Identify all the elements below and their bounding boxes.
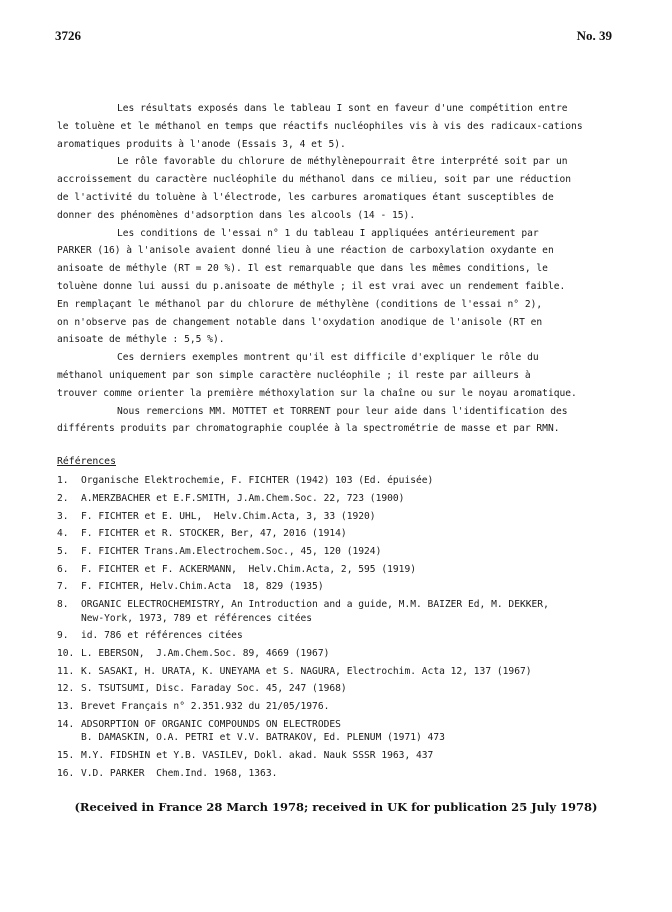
article-body xyxy=(57,100,617,780)
received-note: (Received in France 28 March 1978; received in UK for publication 25 July 1978) xyxy=(74,800,598,814)
reference-list xyxy=(57,474,617,780)
paragraph-line: PARKER (16) à l'anisole avaient donné lieu à une réaction de carboxylation oxydante en xyxy=(57,245,554,257)
reference-line: Organische Elektrochemie, F. FICHTER (1942) 103 (Ed. épuisée) xyxy=(81,475,434,487)
reference-text xyxy=(81,474,617,488)
reference-item xyxy=(57,665,617,679)
reference-text xyxy=(81,492,617,506)
reference-number: 7. xyxy=(57,581,69,593)
paragraph-line: méthanol uniquement par son simple caractère nucléophile ; il reste par ailleurs à xyxy=(57,369,531,381)
journal-issue-number: No. 39 xyxy=(576,28,612,43)
reference-number: 9. xyxy=(57,630,69,642)
reference-line: F. FICHTER et E. UHL, Helv.Chim.Acta, 3, 33 (1920) xyxy=(81,510,376,522)
reference-item xyxy=(57,629,617,643)
paragraph-line: on n'observe pas de changement notable dans l'oxydation anodique de l'anisole (RT en xyxy=(57,316,543,328)
paragraph-line: de l'activité du toluène à l'électrode, les carbures aromatiques étant susceptibles de xyxy=(57,191,554,203)
paragraph xyxy=(57,225,617,350)
paragraph-line: Les conditions de l'essai n° 1 du tableau I appliquées antérieurement par xyxy=(117,227,539,239)
reference-text xyxy=(81,718,617,745)
reference-line: B. DAMASKIN, O.A. PETRI et V.V. BATRAKOV, Ed. PLENUM (1971) 473 xyxy=(81,732,445,744)
paragraph-line: Le rôle favorable du chlorure de méthylènepourrait être interprété soit par un xyxy=(117,156,568,168)
reference-item xyxy=(57,580,617,594)
paragraph xyxy=(57,153,617,224)
reference-text xyxy=(81,563,617,577)
references-heading: Références xyxy=(57,456,116,468)
paragraph-line: anisoate de méthyle (RT = 20 %). Il est remarquable que dans les mêmes conditions, le xyxy=(57,263,548,275)
reference-number: 12. xyxy=(57,683,75,695)
reference-number: 5. xyxy=(57,546,69,558)
reference-item xyxy=(57,598,617,625)
reference-item xyxy=(57,492,617,506)
reference-number: 3. xyxy=(57,510,69,522)
paragraph-line: anisoate de méthyle : 5,5 %). xyxy=(57,334,225,346)
paragraph xyxy=(57,349,617,402)
reference-line: S. TSUTSUMI, Disc. Faraday Soc. 45, 247 (1968) xyxy=(81,683,347,695)
reference-item xyxy=(57,700,617,714)
paragraph-line: accroissement du caractère nucléophile du méthanol dans ce milieu, soit par une réduction xyxy=(57,174,572,186)
reference-item xyxy=(57,718,617,745)
reference-text xyxy=(81,647,617,661)
reference-line: id. 786 et références citées xyxy=(81,630,243,642)
paragraph xyxy=(57,403,617,439)
paragraph-line: toluène donne lui aussi du p.anisoate de méthyle ; il est vrai avec un rendement faible. xyxy=(57,280,566,292)
reference-number: 6. xyxy=(57,563,69,575)
reference-line: V.D. PARKER Chem.Ind. 1968, 1363. xyxy=(81,767,278,779)
paragraph-line: le toluène et le méthanol en temps que réactifs nucléophiles vis à vis des radicaux-cations xyxy=(57,120,583,132)
reference-text xyxy=(81,545,617,559)
reference-item xyxy=(57,767,617,781)
paragraph-line: donner des phénomènes d'adsorption dans les alcools (14 - 15). xyxy=(57,209,416,221)
reference-item xyxy=(57,749,617,763)
reference-item xyxy=(57,527,617,541)
reference-line: ORGANIC ELECTROCHEMISTRY, An Introduction and a guide, M.M. BAIZER Ed, M. DEKKER, xyxy=(81,599,549,611)
page-number: 3726 xyxy=(55,28,81,43)
reference-number: 14. xyxy=(57,718,75,730)
reference-line: ADSORPTION OF ORGANIC COMPOUNDS ON ELECTRODES xyxy=(81,718,341,730)
reference-item xyxy=(57,682,617,696)
reference-text xyxy=(81,682,617,696)
reference-text xyxy=(81,767,617,781)
reference-line: F. FICHTER Trans.Am.Electrochem.Soc., 45, 120 (1924) xyxy=(81,546,382,558)
reference-number: 16. xyxy=(57,767,75,779)
reference-item xyxy=(57,563,617,577)
reference-item xyxy=(57,545,617,559)
paragraph-line: Les résultats exposés dans le tableau I sont en faveur d'une compétition entre xyxy=(117,103,568,114)
reference-number: 1. xyxy=(57,475,69,487)
reference-text xyxy=(81,700,617,714)
reference-line: F. FICHTER et F. ACKERMANN, Helv.Chim.Acta, 2, 595 (1919) xyxy=(81,563,417,575)
reference-line: A.MERZBACHER et E.F.SMITH, J.Am.Chem.Soc. 22, 723 (1900) xyxy=(81,493,405,505)
reference-text xyxy=(81,665,617,679)
reference-line: L. EBERSON, J.Am.Chem.Soc. 89, 4669 (1967) xyxy=(81,648,330,660)
reference-line: Brevet Français n° 2.351.932 du 21/05/1976. xyxy=(81,701,330,713)
reference-number: 4. xyxy=(57,528,69,540)
reference-number: 2. xyxy=(57,493,69,505)
reference-text xyxy=(81,629,617,643)
paragraphs xyxy=(57,100,617,438)
reference-line: New-York, 1973, 789 et références citées xyxy=(81,612,313,624)
reference-text xyxy=(81,580,617,594)
reference-number: 11. xyxy=(57,665,75,677)
reference-text xyxy=(81,598,617,625)
paragraph-line: différents produits par chromatographie couplée à la spectrométrie de masse et par RMN. xyxy=(57,423,560,435)
reference-line: F. FICHTER, Helv.Chim.Acta 18, 829 (1935) xyxy=(81,581,324,593)
reference-number: 8. xyxy=(57,599,69,611)
reference-number: 13. xyxy=(57,701,75,713)
reference-line: K. SASAKI, H. URATA, K. UNEYAMA et S. NAGURA, Electrochim. Acta 12, 137 (1967) xyxy=(81,665,532,677)
reference-item xyxy=(57,474,617,488)
reference-number: 15. xyxy=(57,749,75,761)
paragraph-line: aromatiques produits à l'anode (Essais 3, 4 et 5). xyxy=(57,138,346,150)
reference-text xyxy=(81,510,617,524)
reference-line: F. FICHTER et R. STOCKER, Ber, 47, 2016 (1914) xyxy=(81,528,347,540)
reference-text xyxy=(81,527,617,541)
reference-line: M.Y. FIDSHIN et Y.B. VASILEV, Dokl. akad. Nauk SSSR 1963, 437 xyxy=(81,749,434,761)
paragraph-line: Ces derniers exemples montrent qu'il est difficile d'expliquer le rôle du xyxy=(117,352,539,364)
paragraph-line: Nous remercions MM. MOTTET et TORRENT pour leur aide dans l'identification des xyxy=(117,405,568,417)
reference-number: 10. xyxy=(57,648,75,660)
paragraph-line: En remplaçant le méthanol par du chlorure de méthylène (conditions de l'essai n° 2), xyxy=(57,298,543,310)
reference-item xyxy=(57,647,617,661)
paragraph-line: trouver comme orienter la première méthoxylation sur la chaîne ou sur le noyau aromatique. xyxy=(57,387,577,399)
reference-text xyxy=(81,749,617,763)
reference-item xyxy=(57,510,617,524)
paragraph xyxy=(57,100,617,153)
